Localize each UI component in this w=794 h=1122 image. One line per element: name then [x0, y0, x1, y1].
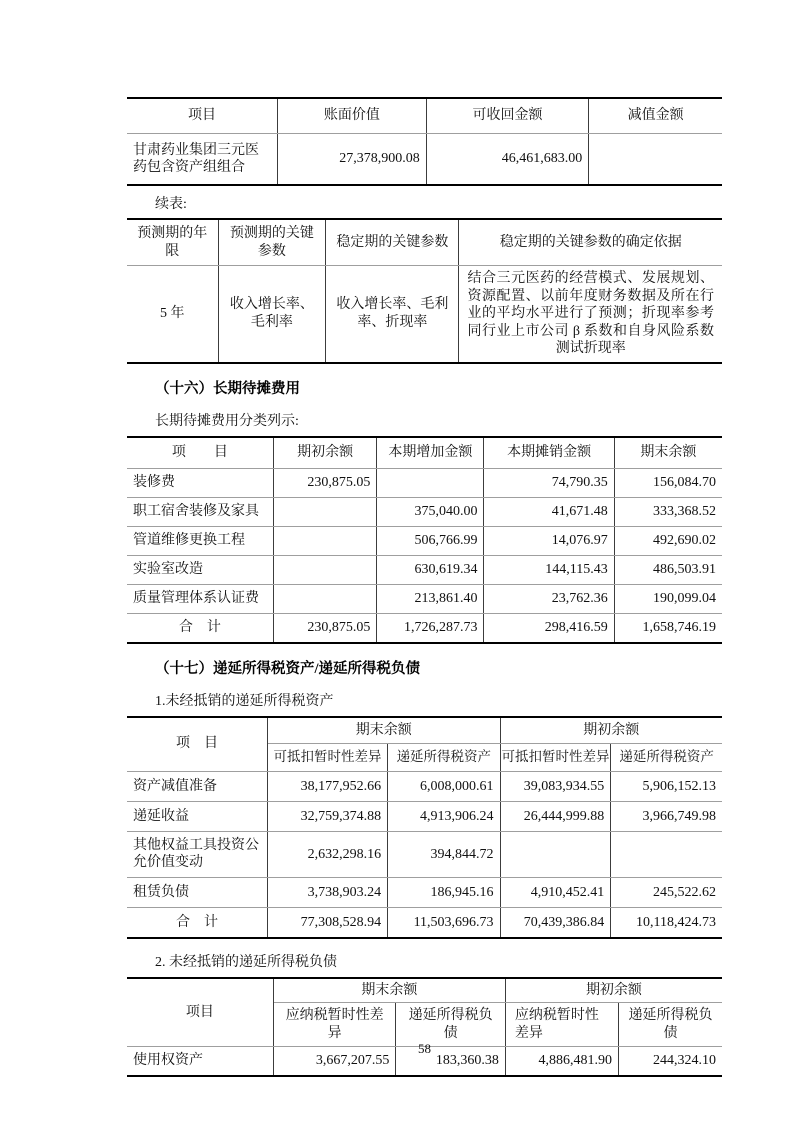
- cell-value: 10,118,424.73: [611, 907, 722, 938]
- cell-value: [273, 584, 377, 613]
- cell-value: [273, 497, 377, 526]
- cell-value: 23,762.36: [484, 584, 614, 613]
- col-header: 期初余额: [273, 437, 377, 469]
- section17-heading: （十七）递延所得税资产/递延所得税负债: [155, 660, 421, 677]
- header-row: [127, 219, 722, 266]
- forecast-table: [127, 218, 722, 364]
- longterm-deferred-expense-table: [127, 436, 722, 644]
- cell-value: 2,632,298.16: [267, 831, 387, 877]
- cell-value: 70,439,386.84: [500, 907, 611, 938]
- table-row: [127, 584, 722, 613]
- table-row: [127, 526, 722, 555]
- cell-value: 27,378,900.08: [278, 134, 427, 186]
- table-row: [127, 831, 722, 877]
- col-header: 本期摊销金额: [484, 437, 614, 469]
- table-row: [127, 497, 722, 526]
- cell-value: 630,619.34: [377, 555, 484, 584]
- cell-value: 6,008,000.61: [388, 771, 500, 801]
- table-row: [127, 877, 722, 907]
- col-header: 递延所得税资产: [611, 744, 722, 772]
- table-row: [127, 266, 722, 363]
- col-header: 稳定期的关键参数: [326, 219, 459, 266]
- col-header: 账面价值: [278, 98, 427, 134]
- cell-value: 4,913,906.24: [388, 801, 500, 831]
- col-header-item: 项 目: [127, 717, 267, 772]
- col-header-item: 项目: [127, 978, 273, 1047]
- cell-total-label: 合 计: [127, 613, 273, 643]
- cell-value: 230,875.05: [273, 468, 377, 497]
- cell-value: 298,416.59: [484, 613, 614, 643]
- cell-basis-text: 结合三元医药的经营模式、发展规划、资源配置、以前年度财务数据及所在行业的平均水平进行了预测；折现率参考同行业上市公司 β 系数和自身风险系数测试折现率: [459, 266, 722, 363]
- cell-value: 375,040.00: [377, 497, 484, 526]
- table-row: [127, 555, 722, 584]
- cell-item: 实验室改造: [127, 555, 273, 584]
- cell-value: 244,324.10: [618, 1047, 722, 1076]
- col-header: 预测期的年限: [127, 219, 218, 266]
- cell-value: [500, 831, 611, 877]
- cell-value: 41,671.48: [484, 497, 614, 526]
- group-header: 期末余额: [267, 717, 500, 744]
- cell-value: 506,766.99: [377, 526, 484, 555]
- cell-value: 32,759,374.88: [267, 801, 387, 831]
- cell-value: 11,503,696.73: [388, 907, 500, 938]
- cell-value: [273, 526, 377, 555]
- cell-value: 190,099.04: [614, 584, 722, 613]
- cell-value: 394,844.72: [388, 831, 500, 877]
- cell-value: 收入增长率、毛利率: [218, 266, 326, 363]
- cell-item: 职工宿舍装修及家具: [127, 497, 273, 526]
- col-header: 应纳税暂时性差异: [273, 1003, 396, 1047]
- total-row: [127, 613, 722, 643]
- cell-value: 1,658,746.19: [614, 613, 722, 643]
- cell-value: 230,875.05: [273, 613, 377, 643]
- cell-item: 租赁负债: [127, 877, 267, 907]
- cell-value: 5 年: [127, 266, 218, 363]
- cell-value: 46,461,683.00: [426, 134, 588, 186]
- cell-value: 26,444,999.88: [500, 801, 611, 831]
- col-header: 递延所得税负债: [618, 1003, 722, 1047]
- page-number: 58: [418, 1041, 431, 1056]
- impairment-table: [127, 97, 722, 186]
- col-header: 递延所得税资产: [388, 744, 500, 772]
- cell-value: 486,503.91: [614, 555, 722, 584]
- table-row: [127, 801, 722, 831]
- cell-value: 333,368.52: [614, 497, 722, 526]
- col-header: 可抵扣暂时性差异: [267, 744, 387, 772]
- table-row: [127, 134, 722, 186]
- cell-value: 3,667,207.55: [273, 1047, 396, 1076]
- page-content: [127, 97, 722, 1077]
- cell-value: 3,738,903.24: [267, 877, 387, 907]
- cell-item: 装修费: [127, 468, 273, 497]
- section16-intro: 长期待摊费用分类列示:: [155, 413, 299, 429]
- cell-value: 收入增长率、毛利率、折现率: [326, 266, 459, 363]
- cell-value: 245,522.62: [611, 877, 722, 907]
- col-header: 期末余额: [614, 437, 722, 469]
- cell-value: 492,690.02: [614, 526, 722, 555]
- table-row: [127, 771, 722, 801]
- cell-value: 183,360.38: [396, 1047, 505, 1076]
- cell-value: 77,308,528.94: [267, 907, 387, 938]
- table-row: [127, 468, 722, 497]
- col-header: 应纳税暂时性差异: [505, 1003, 618, 1047]
- cell-value: [377, 468, 484, 497]
- group-header-row: [127, 978, 722, 1003]
- cell-value: 1,726,287.73: [377, 613, 484, 643]
- cell-item: 管道维修更换工程: [127, 526, 273, 555]
- group-header: 期初余额: [505, 978, 722, 1003]
- group-header: 期末余额: [273, 978, 505, 1003]
- cell-item: 资产减值准备: [127, 771, 267, 801]
- section17-sub2-label: 2. 未经抵销的递延所得税负债: [155, 954, 337, 970]
- cell-value: 5,906,152.13: [611, 771, 722, 801]
- cell-value: 38,177,952.66: [267, 771, 387, 801]
- cell-value: 4,886,481.90: [505, 1047, 618, 1076]
- col-header: 可抵扣暂时性差异: [500, 744, 611, 772]
- cell-value: [611, 831, 722, 877]
- deferred-tax-asset-table: [127, 716, 722, 939]
- cell-item: 甘肃药业集团三元医药包含资产组组合: [127, 134, 278, 186]
- col-header: 减值金额: [589, 98, 722, 134]
- cell-value: 74,790.35: [484, 468, 614, 497]
- col-header: 项目: [127, 98, 278, 134]
- group-header: 期初余额: [500, 717, 722, 744]
- section17-sub1-label: 1.未经抵销的递延所得税资产: [155, 693, 334, 709]
- cell-value: 14,076.97: [484, 526, 614, 555]
- header-row: [127, 98, 722, 134]
- deferred-tax-liability-table: [127, 977, 722, 1077]
- section16-heading: （十六）长期待摊费用: [155, 380, 300, 397]
- header-row: [127, 437, 722, 469]
- cell-value: [589, 134, 722, 186]
- cell-value: 4,910,452.41: [500, 877, 611, 907]
- col-header: 项 目: [127, 437, 273, 469]
- col-header: 递延所得税负债: [396, 1003, 505, 1047]
- cell-item: 质量管理体系认证费: [127, 584, 273, 613]
- cell-value: 156,084.70: [614, 468, 722, 497]
- cell-item: 使用权资产: [127, 1047, 273, 1076]
- cell-value: 3,966,749.98: [611, 801, 722, 831]
- col-header: 本期增加金额: [377, 437, 484, 469]
- continuation-label: 续表:: [155, 197, 187, 212]
- col-header: 预测期的关键参数: [218, 219, 326, 266]
- cell-value: 213,861.40: [377, 584, 484, 613]
- total-row: [127, 907, 722, 938]
- group-header-row: [127, 717, 722, 744]
- cell-value: 144,115.43: [484, 555, 614, 584]
- cell-total-label: 合 计: [127, 907, 267, 938]
- cell-item: 其他权益工具投资公允价值变动: [127, 831, 267, 877]
- cell-value: 186,945.16: [388, 877, 500, 907]
- cell-item: 递延收益: [127, 801, 267, 831]
- col-header: 可收回金额: [426, 98, 588, 134]
- col-header: 稳定期的关键参数的确定依据: [459, 219, 722, 266]
- cell-value: 39,083,934.55: [500, 771, 611, 801]
- cell-value: [273, 555, 377, 584]
